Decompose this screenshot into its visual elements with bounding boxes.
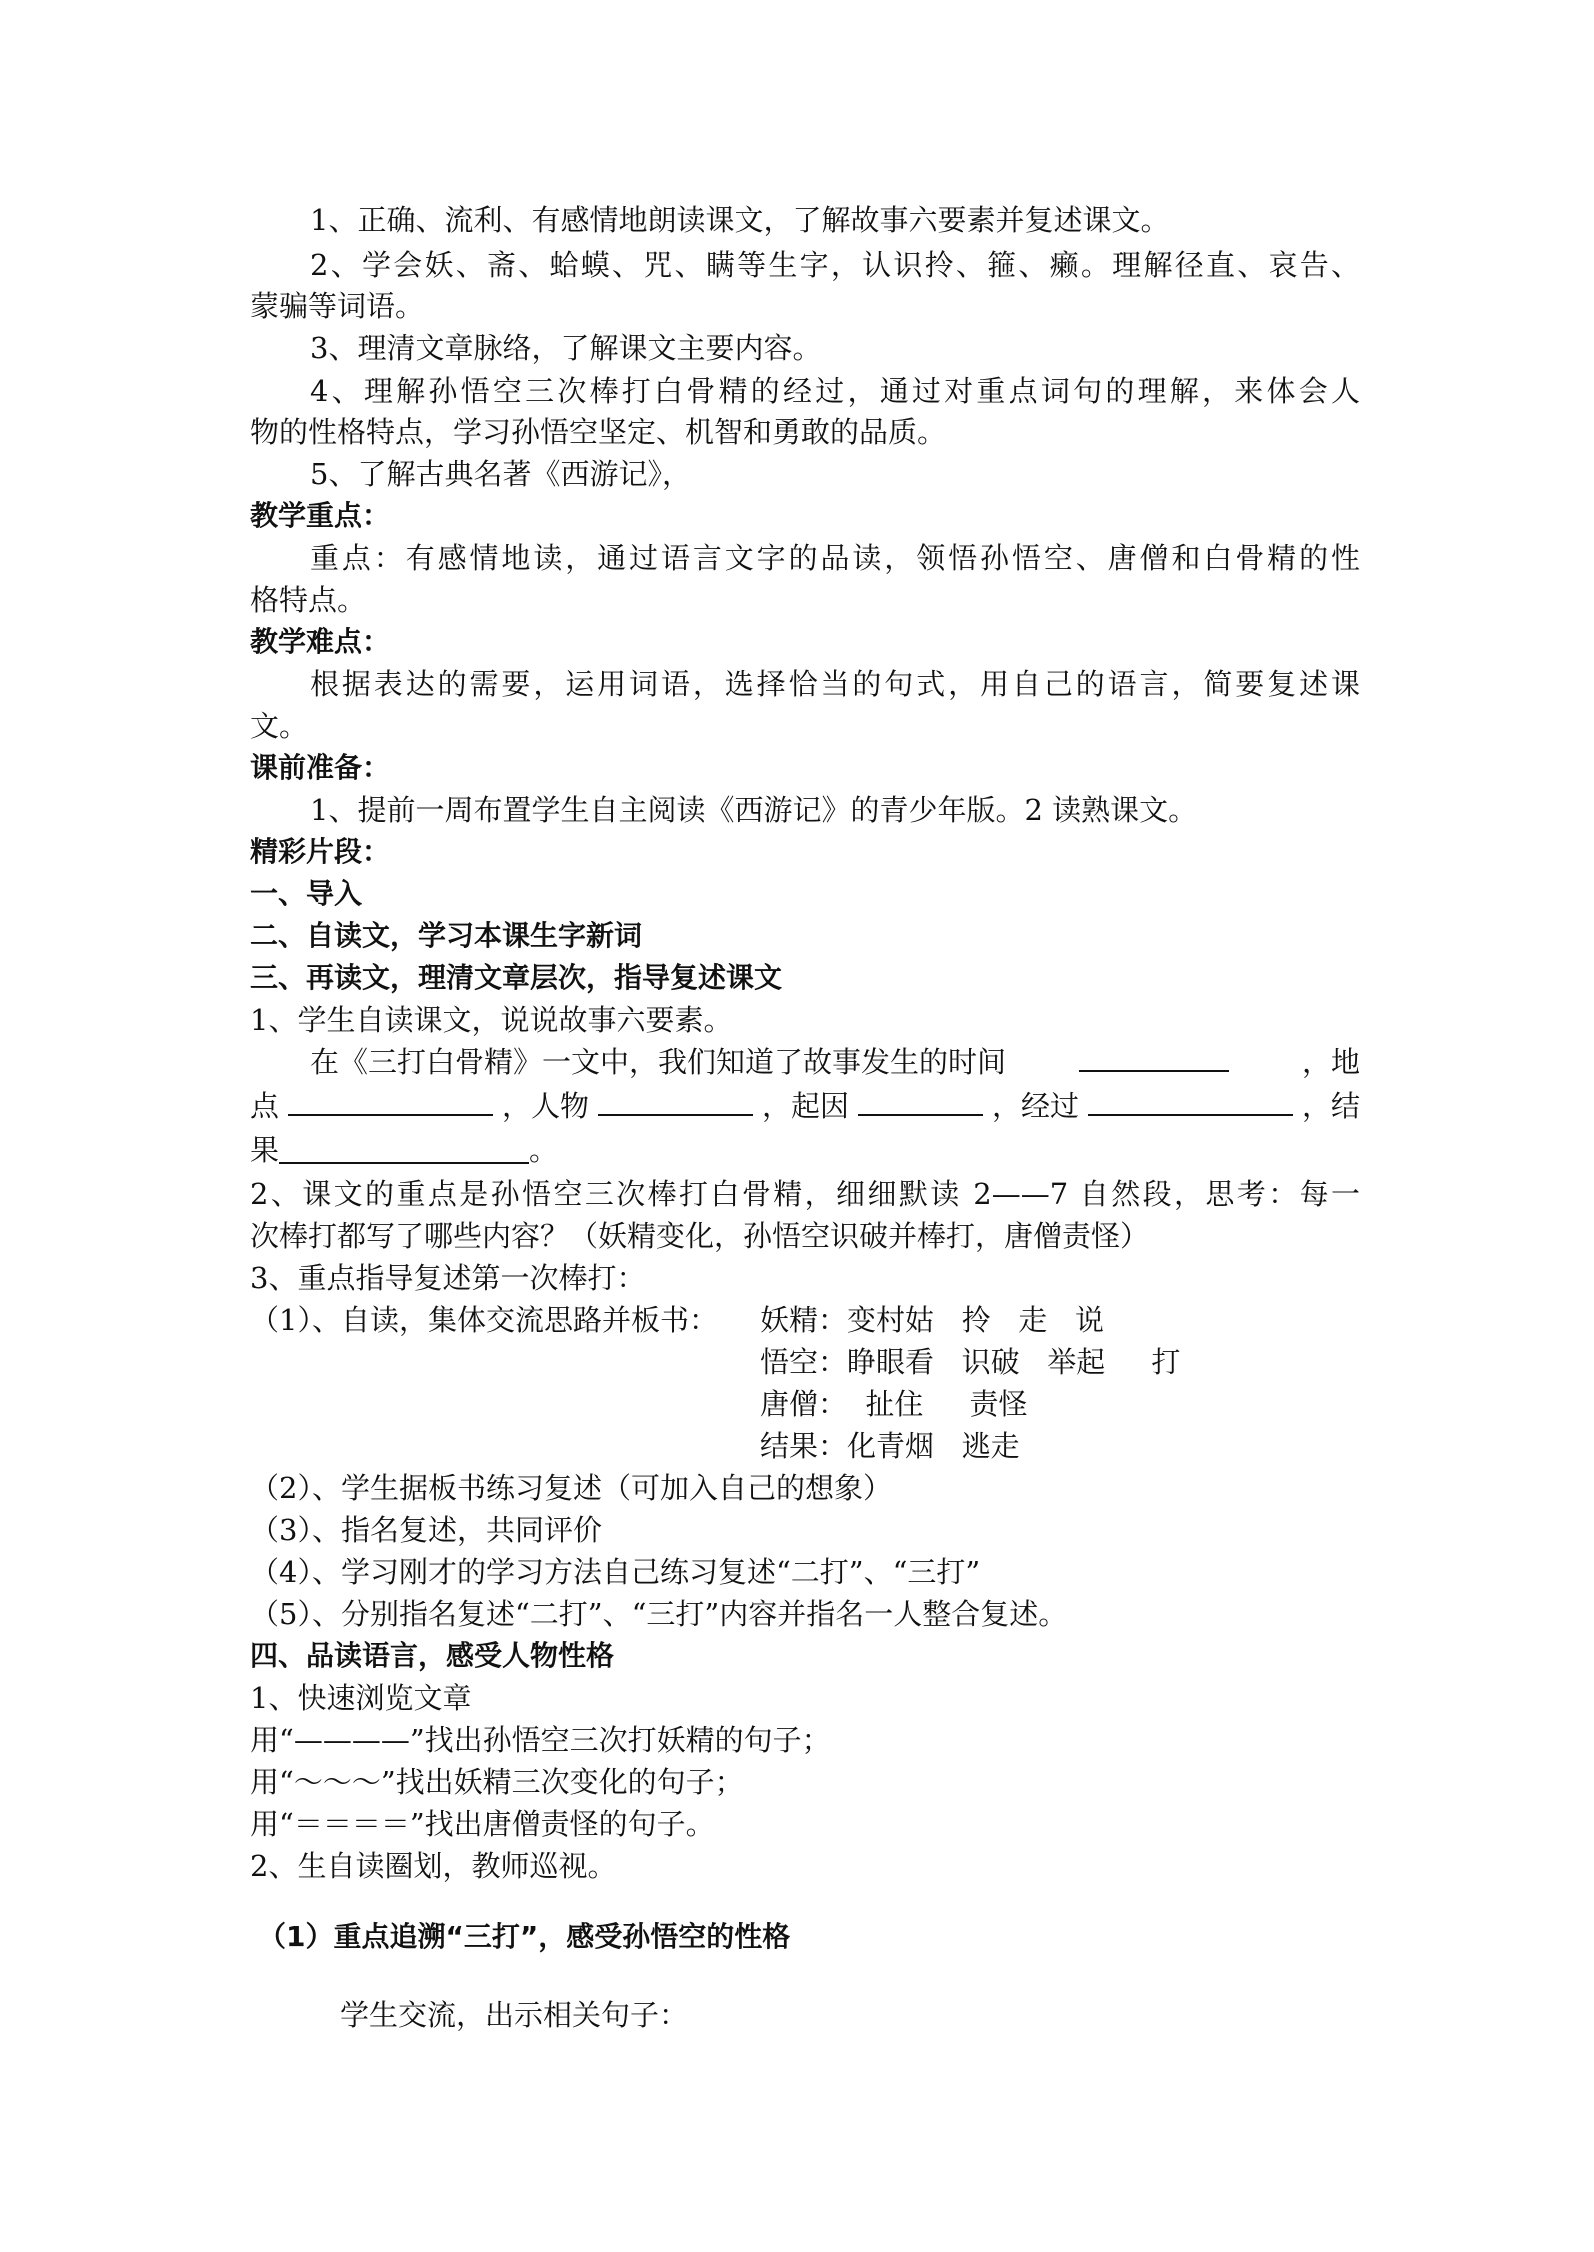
blank-cause: [858, 1084, 983, 1116]
blank-result: [279, 1132, 529, 1164]
blank-time: [1079, 1040, 1229, 1072]
fill-text: ，人物: [501, 1089, 589, 1123]
objective-3: 3、理清文章脉络，了解课文主要内容。: [310, 331, 822, 365]
fill-text: ，经过: [991, 1089, 1079, 1123]
fill-blank-line-2: [250, 1084, 1360, 1128]
objective-4: 4、理解孙悟空三次棒打白骨精的经过，通过对重点词句的理解，来体会人: [310, 374, 1360, 408]
board-row-wukong: 悟空：睁眼看 识破 举起 打: [760, 1345, 1181, 1379]
fill-text: 果: [250, 1133, 280, 1167]
s3-item-2-line-2: 次棒打都写了哪些内容？（妖精变化，孙悟空识破并棒打，唐僧责怪）: [250, 1219, 1150, 1253]
fill-text: ，结: [1301, 1089, 1360, 1123]
fill-text: 。: [529, 1133, 559, 1167]
highlights-heading: 精彩片段：: [250, 835, 391, 868]
fill-text: 点: [250, 1089, 280, 1123]
board-row-tangseng: 唐僧： 扯住 责怪: [760, 1387, 1028, 1421]
key-point-line-1: 重点：有感情地读，通过语言文字的品读，领悟孙悟空、唐僧和白骨精的性: [310, 541, 1360, 575]
s4-line-2: 用“————”找出孙悟空三次打妖精的句子；: [250, 1723, 831, 1757]
section-4-heading: 四、品读语言，感受人物性格: [250, 1639, 615, 1672]
fill-blank-line-1: [250, 1040, 1360, 1084]
section-1-heading: 一、导入: [250, 877, 363, 910]
objective-2-cont: 蒙骗等词语。: [250, 289, 425, 323]
blank-process: [1088, 1084, 1293, 1116]
section-2-heading: 二、自读文，学习本课生字新词: [250, 919, 643, 952]
sub-heading-three-hits: （1）重点追溯“三打”，感受孙悟空的性格: [258, 1920, 791, 1953]
s3-item-3: 3、重点指导复述第一次棒打：: [250, 1261, 646, 1295]
blank-place: [288, 1084, 493, 1116]
objective-4-cont: 物的性格特点，学习孙悟空坚定、机智和勇敢的品质。: [250, 415, 947, 449]
s3-step-2: （2）、学生据板书练习复述（可加入自己的想象）: [250, 1471, 892, 1505]
fill-text: 在《三打白骨精》一文中，我们知道了故事发生的时间: [310, 1045, 1007, 1079]
board-intro: （1）、自读，集体交流思路并板书：: [250, 1303, 718, 1337]
difficulty-line-1: 根据表达的需要，运用词语，选择恰当的句式，用自己的语言，简要复述课: [310, 667, 1360, 701]
s3-item-1: 1、学生自读课文，说说故事六要素。: [250, 1003, 733, 1037]
s3-step-4: （4）、学习刚才的学习方法自己练习复述“二打”、“三打”: [250, 1555, 981, 1589]
preparation-line: 1、提前一周布置学生自主阅读《西游记》的青少年版。2 读熟课文。: [310, 793, 1198, 827]
preparation-heading: 课前准备：: [250, 751, 391, 784]
s3-item-2-line-1: 2、课文的重点是孙悟空三次棒打白骨精，细细默读 2——7 自然段，思考：每一: [250, 1177, 1360, 1211]
s4-line-1: 1、快速浏览文章: [250, 1681, 472, 1715]
objective-5: 5、了解古典名著《西游记》，: [310, 457, 691, 491]
s4-line-4: 用“＝＝＝＝”找出唐僧责怪的句子。: [250, 1807, 715, 1841]
section-3-heading: 三、再读文，理清文章层次，指导复述课文: [250, 961, 783, 994]
board-row-demon: 妖精：变村姑 拎 走 说: [760, 1303, 1104, 1337]
s4-line-3: 用“～～～”找出妖精三次变化的句子；: [250, 1765, 744, 1799]
key-point-heading: 教学重点：: [250, 499, 391, 532]
last-line: 学生交流，出示相关句子：: [340, 1998, 689, 2032]
difficulty-line-2: 文。: [250, 709, 309, 743]
objective-2: 2、学会妖、斋、蛤蟆、咒、瞒等生字，认识拎、箍、癞。理解径直、哀告、: [310, 248, 1360, 282]
blank-people: [598, 1084, 753, 1116]
s4-line-5: 2、生自读圈划，教师巡视。: [250, 1849, 617, 1883]
s3-step-5: （5）、分别指名复述“二打”、“三打”内容并指名一人整合复述。: [250, 1597, 1068, 1631]
s3-step-3: （3）、指名复述，共同评价: [250, 1513, 602, 1547]
key-point-line-2: 格特点。: [250, 583, 367, 617]
difficulty-heading: 教学难点：: [250, 625, 391, 658]
objective-1: 1、正确、流利、有感情地朗读课文，了解故事六要素并复述课文。: [310, 203, 1170, 237]
fill-text: ，地: [1301, 1045, 1360, 1079]
fill-blank-line-3: [250, 1128, 1360, 1172]
fill-text: ，起因: [761, 1089, 849, 1123]
board-row-result: 结果：化青烟 逃走: [760, 1429, 1020, 1463]
